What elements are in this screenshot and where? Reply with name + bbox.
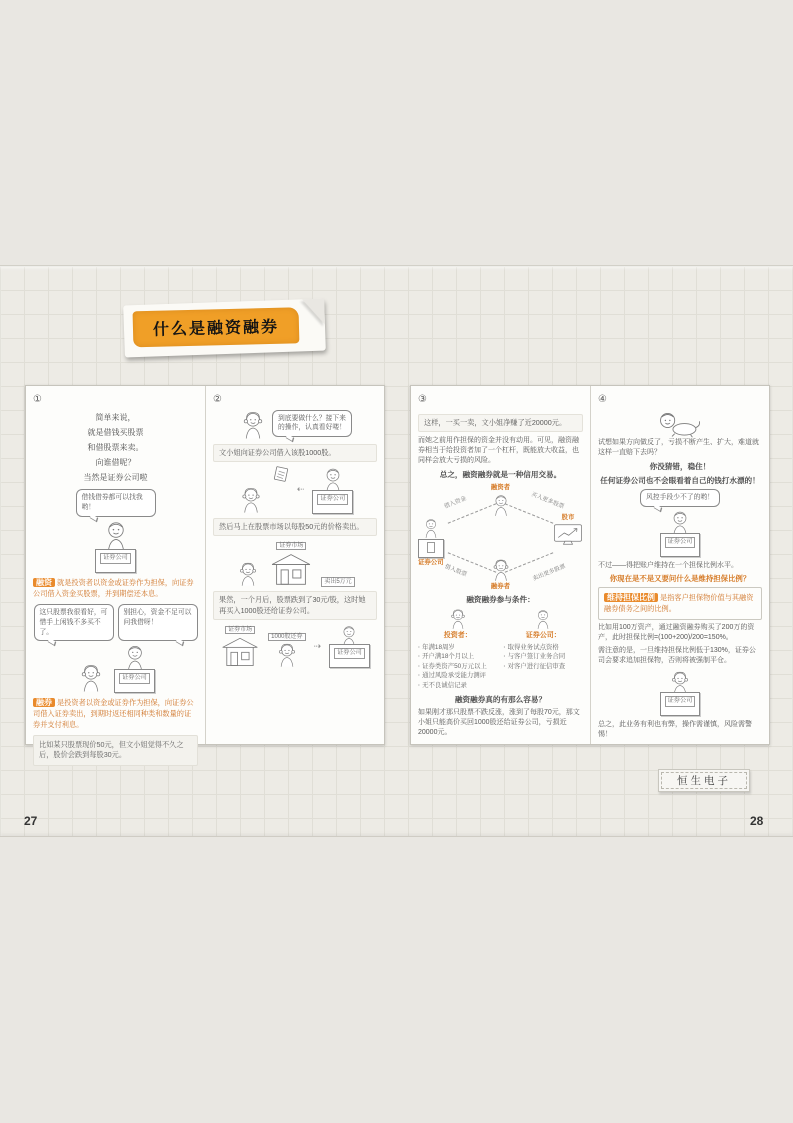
investor-character-icon (274, 642, 300, 668)
panel-4 (590, 386, 769, 744)
broker-character-icon (99, 519, 133, 553)
rongzi-definition (33, 577, 198, 600)
loss-paragraph: 试想如果方向做反了，亏损不断产生、扩大，难道就这样一直赔下去吗？ (598, 438, 759, 456)
investor-character-icon (238, 410, 268, 440)
intro-line: 向谁借呢？ (95, 458, 136, 468)
broker-at-desk-2 (660, 670, 701, 716)
broker-at-desk (660, 509, 701, 557)
sell-amount-label: 卖出5万元 (321, 577, 354, 588)
intro-line: 和借股票来卖。 (87, 442, 144, 452)
condition-item: · 年满18周岁 (418, 643, 498, 653)
exchange-building-icon (220, 635, 260, 668)
panel-1 (26, 386, 205, 760)
credit-trading-diagram (418, 483, 583, 591)
desk-label: 证券公司 (119, 673, 150, 684)
panel-2-number: ② (213, 394, 222, 405)
arrow-label-buy-more: 买入更多股票 (530, 492, 565, 511)
arrow-icon: ⇠ (296, 484, 305, 495)
investor-character-icon (235, 561, 261, 587)
conditions-title: 融资融券参与条件： (466, 595, 535, 605)
rongquan-term: 融券 (33, 698, 55, 707)
page-title: 什么是融资融券 (133, 307, 300, 347)
broker-desk (660, 533, 701, 557)
condition-item: · 对客户进行征信审查 (504, 662, 584, 672)
desk-label: 证券公司 (317, 494, 348, 505)
condition-item: · 通过风险承受能力测评 (418, 671, 498, 681)
brand-badge (658, 769, 750, 792)
ratio-question: 你现在是不是又要问什么是维持担保比例？ (609, 573, 751, 583)
credit-trade-summary: 总之，融资融券就是一种信用交易。 (439, 470, 562, 480)
ratio-definition-box (598, 587, 762, 619)
rongquan-definition (33, 697, 198, 731)
sticker-paper (123, 299, 326, 358)
reassure-line-2: 任何证券公司也不会眼看着自己的钱打水漂的！ (600, 475, 760, 485)
building-label: 证券市场 (276, 542, 306, 550)
broker-node (418, 517, 444, 567)
ratio-def-text: 是指客户担保物价值与其融资融券债务之间的比例。 (604, 593, 754, 614)
broker-character-icon (420, 517, 442, 539)
desk-label: 证券公司 (665, 537, 696, 548)
brand-badge-text: 恒生电子 (661, 772, 747, 789)
investor-character-icon (237, 486, 265, 514)
desk-label (427, 542, 435, 553)
share-certificate-icon (273, 466, 289, 482)
rongzi-term: 融资 (33, 578, 55, 587)
ratio-warning-paragraph: 需注意的是，一旦维持担保比例低于130%，证券公司会要求追加担保物，否则将被强制平仓。 (598, 646, 756, 664)
caption-borrow-shares: 文小姐向证券公司借入该股1000股。 (213, 444, 377, 462)
crawling-baby-icon (657, 410, 703, 438)
rongzi-def-text: 就是投资者以资金或证券作为担保，向证券公司借入资金买股票，并到期偿还本息。 (33, 578, 194, 599)
broker-at-desk-2 (329, 624, 370, 668)
intro-line: 就是借钱买股票 (87, 427, 144, 437)
investor-character-icon (76, 663, 106, 693)
desk-label: 证券公司 (334, 648, 365, 659)
investor-speech-bubble: 这只股票我很看好，可惜手上闲钱不多买不了。 (34, 604, 114, 642)
intro-speech-bubble: 到底要做什么？接下来的操作，认真看好喽！ (272, 410, 352, 438)
leverage-paragraph: 而她之前用作担保的资金并没有动用。可见，融资融券相当于给投资者加了一个杠杆，既能放大收益，也同样会放大亏损的风险。 (418, 436, 579, 465)
page-number-right: 28 (750, 814, 764, 828)
maintain-ratio-intro: 不过——得把账户维持在一个担保比例水平。 (598, 561, 738, 569)
rongquan-def-text: 是投资者以资金或证券作为担保，向证券公司借入证券卖出，到期时返还相同种类和数量的证券并支付利息。 (33, 698, 194, 730)
closing-line: 总之，此业务有利也有弊，操作需谨慎，风险需警惕！ (598, 721, 752, 739)
broker-speech-bubble-2: 别担心，资金不足可以问我借呀！ (118, 604, 198, 642)
returning-investor (268, 631, 305, 668)
arrow-label-borrow-cash: 借入资金 (443, 496, 468, 511)
risk-paragraph: 如果刚才那只股票不跌反涨，涨到了每股70元，那文小姐只能高价买回1000股还给证券公司，亏损近20000元。 (418, 708, 580, 736)
ratio-term: 维持担保比例 (604, 593, 658, 602)
page-number-left: 27 (24, 814, 38, 828)
broker-speech-bubble: 风控手段少不了的哟！ (640, 489, 720, 507)
comic-page-left (25, 385, 385, 760)
condition-item: · 取得业务试点资格 (504, 643, 584, 653)
broker-conditions-label: 证券公司： (525, 632, 561, 640)
broker-at-desk-2 (114, 643, 155, 693)
title-sticker (124, 302, 325, 354)
broker-desk (660, 692, 701, 716)
panel-3 (411, 386, 590, 744)
arrow-icon: ⇢ (313, 640, 322, 651)
stock-market-node (553, 513, 583, 545)
broker-desk (95, 549, 136, 573)
broker-desk (329, 644, 370, 668)
broker-desk (114, 669, 155, 693)
condition-item: · 开户满18个月以上 (418, 652, 498, 662)
broker-label: 证券公司 (418, 559, 444, 567)
caption-buy-back: 果然，一个月后，股票跌到了30元/股，这时她再买入1000股还给证券公司。 (213, 591, 377, 620)
broker-character-icon (532, 608, 554, 630)
ratio-example-paragraph: 比如用100万资产，通过融资融券购买了200万的资产，此时担保比例=(100+200)/200=150%。 (598, 623, 755, 641)
condition-item: · 无不良诚信记录 (418, 681, 498, 691)
market-building-2 (220, 624, 260, 668)
stock-market-label: 股市 (561, 514, 575, 522)
broker-at-desk (312, 466, 353, 514)
investor-conditions (418, 608, 498, 690)
building-label: 证券市场 (225, 626, 255, 634)
broker-conditions (504, 608, 584, 690)
arrow-label-borrow-shares: 借入股票 (443, 563, 468, 579)
investor-character-icon (447, 608, 469, 630)
broker-at-desk (95, 519, 136, 573)
exchange-building-icon (269, 551, 313, 587)
condition-item: · 证券类资产50万元以上 (418, 662, 498, 672)
stock-chart-monitor-icon (553, 523, 583, 546)
short-seller-label: 融券者 (490, 583, 511, 591)
panel-2 (205, 386, 384, 744)
panel-1-number: ① (33, 394, 42, 405)
arrow-label-sell-more: 卖出更多股票 (532, 563, 567, 583)
market-building (269, 540, 313, 587)
condition-item: · 与客户签订业务合同 (504, 652, 584, 662)
return-shares-label: 1000股还券 (268, 633, 305, 641)
caption-sell-shares: 然后马上在股票市场以每股50元的价格卖出。 (213, 518, 377, 536)
example-box: 比如某只股票现价50元，但文小姐觉得不久之后，股价会跌到每股30元。 (33, 735, 198, 766)
desk-label: 证券公司 (100, 553, 131, 564)
intro-line: 当然是证券公司啦 (83, 473, 148, 483)
risk-question-title: 融资融券真的有那么容易？ (454, 694, 547, 704)
panel-4-number: ④ (598, 394, 607, 405)
profit-result-box: 这样，一买一卖，文小姐净赚了近20000元。 (418, 414, 583, 432)
broker-speech-bubble: 借钱借券都可以找我哟！ (76, 489, 156, 517)
financier-node (489, 483, 513, 516)
panel-3-number: ③ (418, 394, 427, 405)
investor-conditions-label: 投资者： (443, 632, 472, 640)
reassure-line-1: 你没猜错，稳住！ (649, 461, 711, 471)
short-seller-node (489, 558, 513, 591)
intro-line: 简单来说， (95, 412, 136, 422)
comic-page-right (410, 385, 770, 745)
broker-desk (312, 490, 353, 514)
desk-label: 证券公司 (665, 696, 696, 707)
financier-label: 融资者 (490, 484, 511, 492)
